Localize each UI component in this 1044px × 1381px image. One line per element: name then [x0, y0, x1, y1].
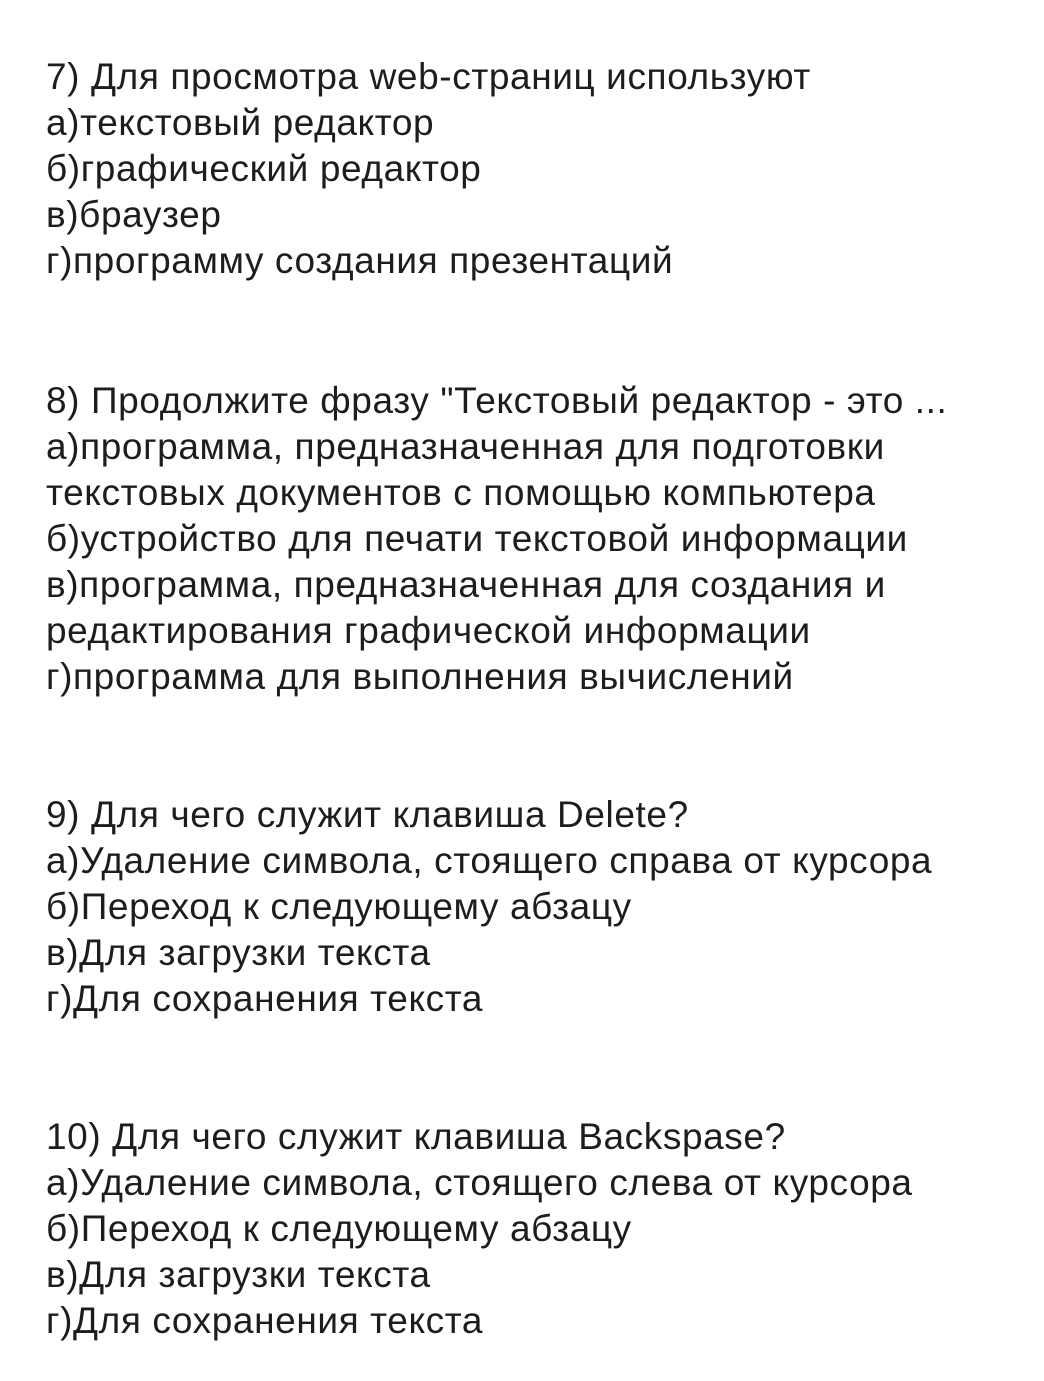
question-text: 10) Для чего служит клавиша Backspase?	[46, 1116, 786, 1157]
question-text: 8) Продолжите фразу "Текстовый редактор - это ...	[46, 380, 948, 421]
answer-option-b: б)Переход к следующему абзацу	[46, 1208, 632, 1249]
answer-option-a-continued: текстовых документов с помощью компьютера	[46, 472, 876, 513]
question-10	[46, 1114, 913, 1344]
answer-option-a: а)текстовый редактор	[46, 102, 435, 143]
question-text: 7) Для просмотра web-страниц используют	[46, 56, 811, 97]
answer-option-g: г)Для сохранения текста	[46, 978, 484, 1019]
answer-option-a: а)Удаление символа, стоящего слева от курсора	[46, 1162, 913, 1203]
answer-option-v: в)программа, предназначенная для создания и	[46, 564, 886, 605]
question-7	[46, 54, 811, 284]
answer-option-v-continued: редактирования графической информации	[46, 610, 811, 651]
question-9	[46, 792, 932, 1022]
question-8	[46, 378, 947, 700]
answer-option-a: а)Удаление символа, стоящего справа от курсора	[46, 840, 933, 881]
answer-option-g: г)программу создания презентаций	[46, 240, 674, 281]
answer-option-v: в)Для загрузки текста	[46, 1254, 431, 1295]
answer-option-v: в)браузер	[46, 194, 222, 235]
question-text: 9) Для чего служит клавиша Delete?	[46, 794, 689, 835]
answer-option-a: а)программа, предназначенная для подготовки	[46, 426, 885, 467]
answer-option-g: г)Для сохранения текста	[46, 1300, 484, 1341]
answer-option-v: в)Для загрузки текста	[46, 932, 431, 973]
answer-option-g: г)программа для выполнения вычислений	[46, 656, 794, 697]
answer-option-b: б)устройство для печати текстовой информации	[46, 518, 908, 559]
answer-option-b: б)графический редактор	[46, 148, 482, 189]
answer-option-b: б)Переход к следующему абзацу	[46, 886, 632, 927]
